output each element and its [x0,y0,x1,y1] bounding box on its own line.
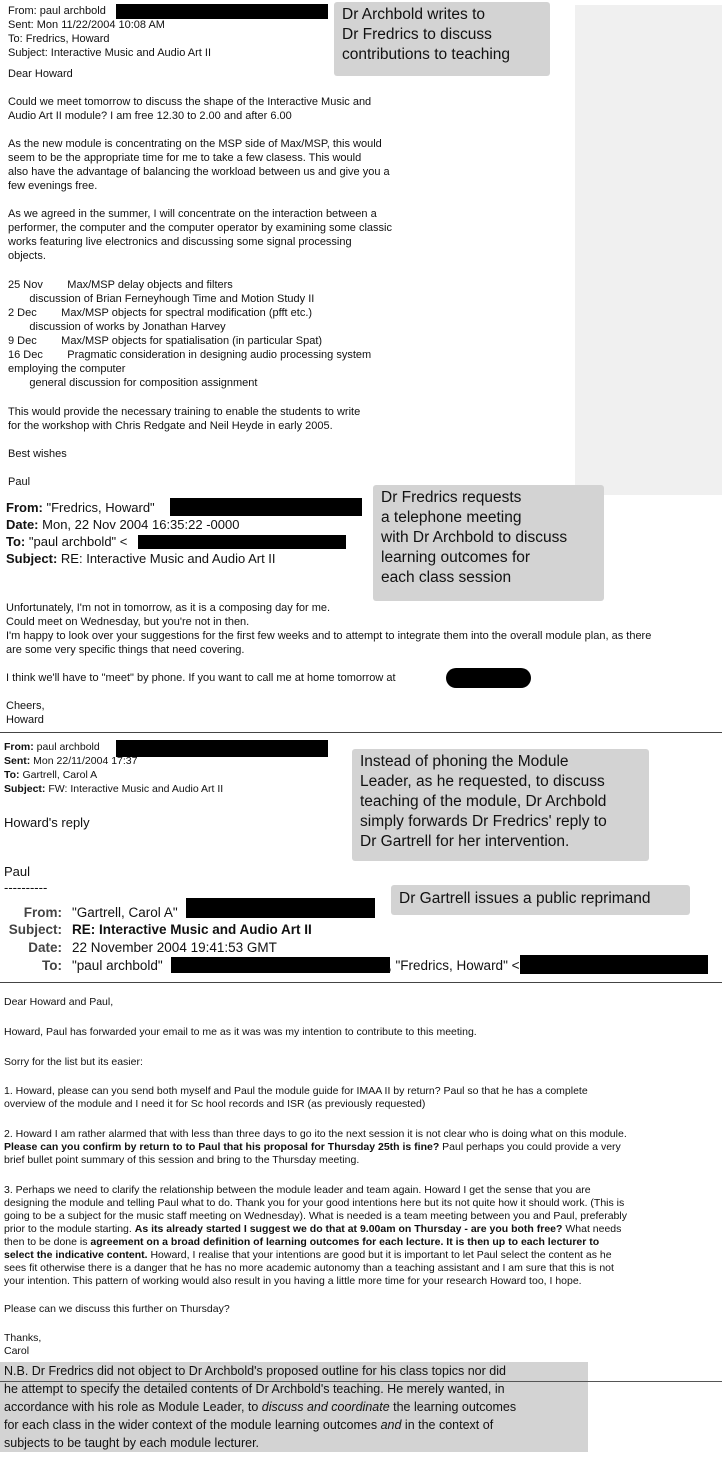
callout-line: a telephone meeting [381,509,522,526]
email2-body-line: I'm happy to look over your suggestions for the first few weeks and to attempt to integrate them into the overall module plan, as there [6,630,652,642]
to-value: , "Fredrics, Howard" < [388,958,520,973]
bold-text: select the indicative content. [4,1249,148,1261]
from-label: From: [6,500,43,515]
redaction [170,498,362,516]
from-value: "Gartrell, Carol A" [72,905,178,920]
email1-body-line: As we agreed in the summer, I will concentrate on the interaction between a [8,208,377,220]
email1-body-line: seem to be the appropriate time for me to take a few clasess. This would [8,152,362,164]
subject-value: FW: Interactive Music and Audio Art II [48,783,224,795]
email1-to: To: Fredrics, Howard [8,33,110,45]
paragraph [4,1236,599,1250]
email2-body-line: Howard [6,714,44,726]
from-value: paul archbold [36,741,100,753]
paragraph: 2. Howard I am rather alarmed that with less than three days to go ito the next session it is not clear who is doing what on this module. [4,1128,627,1140]
date-label: Date: [6,517,39,532]
nb-line: N.B. Dr Fredrics did not object to Dr Archbold's proposed outline for his class topics nor did [4,1364,506,1378]
email3-body-line: Howard's reply [4,815,90,830]
callout-line: Dr Archbold writes to [342,6,485,23]
callout-gartrell-reprimand [391,885,690,915]
email1-schedule-line: 2 Dec Max/MSP objects for spectral modification (pfft etc.) [8,307,313,319]
redaction [520,955,708,974]
redaction [116,4,328,19]
italic-text: discuss and coordinate [261,1400,390,1414]
italic-text: and [380,1418,402,1432]
email3-to [4,769,97,783]
email1-sent: Sent: Mon 11/22/2004 10:08 AM [8,19,165,31]
from-label: From: [4,741,34,753]
email1-body-line: objects. [8,250,46,262]
email1-schedule-line: 9 Dec Max/MSP objects for spatialisation (in particular Spat) [8,335,323,347]
paragraph: Please can we discuss this further on Thursday? [4,1303,230,1315]
from-label: From: [23,905,62,920]
subject-label: Subject: [6,551,58,566]
text: for each class in the wider context of the module learning outcomes [4,1418,381,1432]
email2-from [6,499,155,516]
email1-from: From: paul archbold [8,5,106,17]
date-label: Date: [28,940,62,955]
email1-schedule-line: 16 Dec Pragmatic consideration in designing audio processing system [8,349,372,361]
paragraph [4,1249,612,1263]
bold-text: agreement on a broad definition of learning outcomes for each lecture. It is then up to each lecturer to [90,1236,600,1248]
paragraph: overview of the module and I need it for Sc hool records and ISR (as previously requested) [4,1098,426,1110]
callout-line: each class session [381,569,512,586]
email1-body-line: performer, the computer and the computer operator by examining some classic [8,222,392,234]
email3-body-line: ---------- [4,880,48,895]
date-value: Mon, 22 Nov 2004 16:35:22 -0000 [42,517,240,532]
paragraph: your intention. This pattern of working would also result in you having a little more time for your research Howard too, I hope. [4,1275,582,1287]
email1-body-line: also have the advantage of balancing the workload between us and give you a [8,166,390,178]
email1-body-line: works featuring live electronics and discussing some signal processing [8,236,352,248]
paragraph: sees fit otherwise there is a danger that he has no more academic autonomy than a teaching assistant and I am sure that this is not [4,1262,614,1274]
callout-archbold-writes [334,2,550,76]
email1-body-line: few evenings free. [8,180,98,192]
callout-line: Dr Gartrell issues a public reprimand [399,890,651,907]
paragraph [4,1223,621,1237]
nb-note [0,1362,588,1452]
email1-body-line: Best wishes [8,448,67,460]
callout-line: Leader, as he requested, to discuss [360,773,605,790]
text: Paul perhaps you could provide a very [439,1141,621,1153]
callout-line: Dr Fredrics to discuss [342,26,492,43]
date-value: 22 November 2004 19:41:53 GMT [72,940,277,955]
email1-schedule-line: employing the computer [8,363,126,375]
nb-line [4,1398,584,1416]
subject-value: RE: Interactive Music and Audio Art II [60,551,276,566]
background-panel [575,5,722,495]
nb-line [4,1416,584,1434]
email1-body-line: Paul [8,476,31,488]
text: in the context of [401,1418,494,1432]
email2-body-line: I think we'll have to "meet" by phone. If you want to call me at home tomorrow at [6,672,396,684]
subject-label: Subject: [4,783,46,795]
email2-body-line: Unfortunately, I'm not in tomorrow, as it is a composing day for me. [6,602,331,614]
email1-subject: Subject: Interactive Music and Audio Art II [8,47,211,59]
to-label: To: [4,769,20,781]
email2-date [6,516,239,533]
email1-schedule-line: 25 Nov Max/MSP delay objects and filters [8,279,233,291]
email3-sent [4,755,137,769]
bold-text: Please can you confirm by return to to Paul that his proposal for Thursday 25th is fine? [4,1141,440,1153]
callout-line: teaching of the module, Dr Archbold [360,793,607,810]
paragraph: brief bullet point summary of this session and bring to the Thursday meeting. [4,1154,360,1166]
paragraph: designing the module and telling Paul what to do. Thank you for your good intentions here but its not quite how it should work. (This is [4,1197,625,1209]
redaction [186,898,375,918]
email2-body-line: Could meet on Wednesday, but you're not in then. [6,616,250,628]
email2-subject [6,550,276,567]
to-label: To: [42,958,62,973]
paragraph: going to be a subject for the music staff meeting on Wednesday). What is needed is a team meeting between you and Paul, preferably [4,1210,627,1222]
to-value: "paul archbold" < [28,534,128,549]
subject-value: RE: Interactive Music and Audio Art II [72,922,312,937]
redaction [171,957,390,973]
email2-to [6,533,127,550]
redaction [446,668,531,688]
divider [0,732,722,733]
callout-line: contributions to teaching [342,46,511,63]
email2-body-line: Cheers, [6,700,45,712]
callout-line: learning outcomes for [381,549,531,566]
bold-text: As its already started I suggest we do that at 9.00am on Thursday - are you both free? [134,1223,563,1235]
email3-body-line: Paul [4,864,31,879]
paragraph: Sorry for the list but its easier: [4,1056,143,1068]
email1-body-line: for the workshop with Chris Redgate and Neil Heyde in early 2005. [8,420,333,432]
text: prior to the module starting. [4,1223,135,1235]
email1-body-line: Audio Art II module? I am free 12.30 to 2.00 and after 6.00 [8,110,292,122]
to-label: To: [6,534,26,549]
paragraph: 1. Howard, please can you send both myself and Paul the module guide for IMAA II by return? Paul so that he has a complete [4,1085,588,1097]
callout-line: Dr Gartrell for her intervention. [360,833,570,850]
text: the learning outcomes [389,1400,517,1414]
signoff: Thanks, [4,1332,42,1344]
signoff: Carol [4,1345,30,1357]
greeting: Dear Howard and Paul, [4,996,114,1008]
email3-subject [4,783,223,797]
email1-schedule-line: discussion of works by Jonathan Harvey [8,321,226,333]
email1-body-line: As the new module is concentrating on the MSP side of Max/MSP, this would [8,138,382,150]
nb-line: he attempt to specify the detailed contents of Dr Archbold's teaching. He merely wanted, in [4,1382,505,1396]
callout-line: Instead of phoning the Module [360,753,569,770]
redaction [116,740,328,757]
text: then to be done is [4,1236,91,1248]
email1-schedule-line: general discussion for composition assignment [8,377,258,389]
redaction [138,535,346,549]
to-value: Gartrell, Carol A [22,769,98,781]
callout-archbold-forwards [352,749,649,861]
text: What needs [562,1223,622,1235]
email1-body-line: Could we meet tomorrow to discuss the shape of the Interactive Music and [8,96,372,108]
divider [0,1381,722,1382]
email3-from [4,741,100,755]
callout-line: simply forwards Dr Fredrics' reply to [360,813,607,830]
callout-line: with Dr Archbold to discuss [381,529,568,546]
sent-label: Sent: [4,755,31,767]
divider [0,982,722,983]
nb-line: subjects to be taught by each module lecturer. [4,1436,260,1450]
paragraph: 3. Perhaps we need to clarify the relationship between the module leader and team again. Howard I get the sense that you are [4,1184,591,1196]
to-value: "paul archbold" [72,958,163,973]
subject-label: Subject: [8,922,62,937]
paragraph: Howard, Paul has forwarded your email to me as it was was my intention to contribute to this meeting. [4,1026,477,1038]
text: Howard, I realise that your intentions are good but it is important to let Paul select the content as he [147,1249,612,1261]
email2-body-line: are some very specific things that need covering. [6,644,245,656]
callout-fredrics-requests [373,485,604,601]
from-value: "Fredrics, Howard" [46,500,155,515]
callout-line: Dr Fredrics requests [381,489,522,506]
paragraph [4,1141,621,1155]
email1-schedule-line: discussion of Brian Ferneyhough Time and Motion Study II [8,293,315,305]
text: accordance with his role as Module Leader, to [4,1400,262,1414]
email1-body-line: This would provide the necessary training to enable the students to write [8,406,361,418]
sent-value: Mon 22/11/2004 17:37 [33,755,138,767]
email1-body-line: Dear Howard [8,68,73,80]
